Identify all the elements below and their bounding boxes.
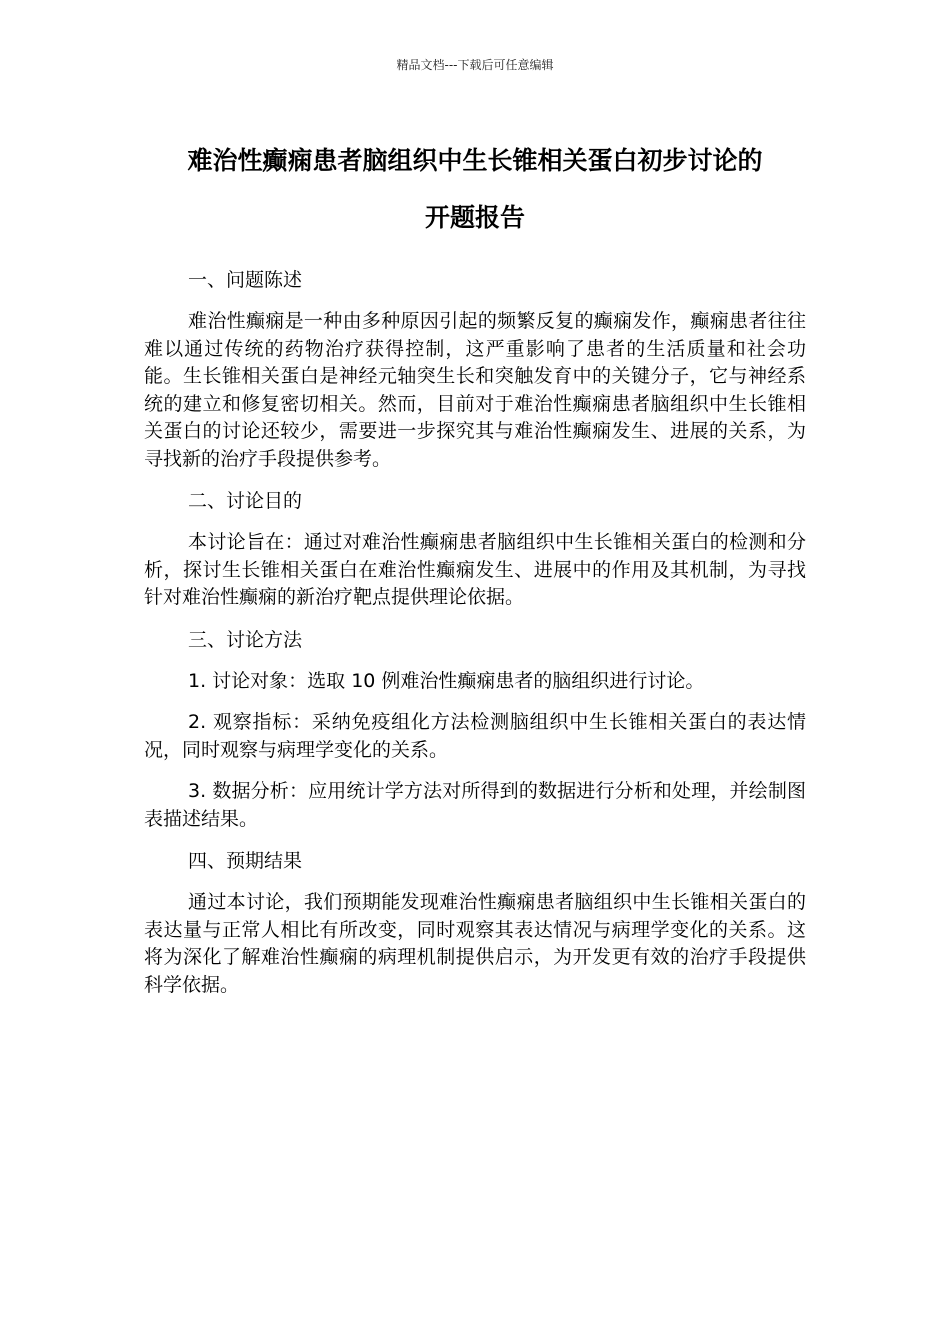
method-item: 2. 观察指标：采纳免疫组化方法检测脑组织中生长锥相关蛋白的表达情况，同时观察与病理学变化的关系。 bbox=[144, 711, 806, 761]
section-heading: 二、讨论目的 bbox=[188, 490, 303, 512]
section-heading: 四、预期结果 bbox=[188, 850, 303, 872]
section-heading: 三、讨论方法 bbox=[188, 628, 303, 651]
section-paragraph: 通过本讨论，我们预期能发现难治性癫痫患者脑组织中生长锥相关蛋白的表达量与正常人相比有所改变，同时观察其表达情况与病理学变化的关系。这将为深化了解难治性癫痫的病理机制提供启示，为开发更有效的治疗手段提供科学依据。 bbox=[144, 891, 806, 996]
section-heading: 一、问题陈述 bbox=[188, 269, 303, 291]
section-paragraph: 难治性癫痫是一种由多种原因引起的频繁反复的癫痫发作，癫痫患者往往难以通过传统的药物治疗获得控制，这严重影响了患者的生活质量和社会功能。生长锥相关蛋白是神经元轴突生长和突触发育中的关键分子，它与神经系统的建立和修复密切相关。然而，目前对于难治性癫痫患者脑组织中生长锥相关蛋白的讨论还较少，需要进一步探究其与难治性癫痫发生、进展的关系，为寻找新的治疗手段提供参考。 bbox=[144, 310, 806, 470]
page-header-note: 精品文档---下载后可任意编辑 bbox=[396, 58, 554, 72]
section-problem-statement bbox=[144, 266, 806, 473]
section-research-methods bbox=[144, 626, 806, 834]
section-expected-results bbox=[144, 847, 806, 999]
document-body bbox=[144, 266, 806, 1013]
title-line-2: 开题报告 bbox=[424, 203, 525, 232]
document-title bbox=[120, 132, 830, 246]
method-item: 3. 数据分析：应用统计学方法对所得到的数据进行分析和处理，并绘制图表描述结果。 bbox=[144, 780, 806, 830]
section-paragraph: 本讨论旨在：通过对难治性癫痫患者脑组织中生长锥相关蛋白的检测和分析，探讨生长锥相关蛋白在难治性癫痫发生、进展中的作用及其机制，为寻找针对难治性癫痫的新治疗靶点提供理论依据。 bbox=[144, 531, 806, 608]
section-research-purpose bbox=[144, 487, 806, 612]
method-item: 1. 讨论对象：选取 10 例难治性癫痫患者的脑组织进行讨论。 bbox=[188, 669, 705, 692]
title-line-1: 难治性癫痫患者脑组织中生长锥相关蛋白初步讨论的 bbox=[187, 146, 763, 175]
